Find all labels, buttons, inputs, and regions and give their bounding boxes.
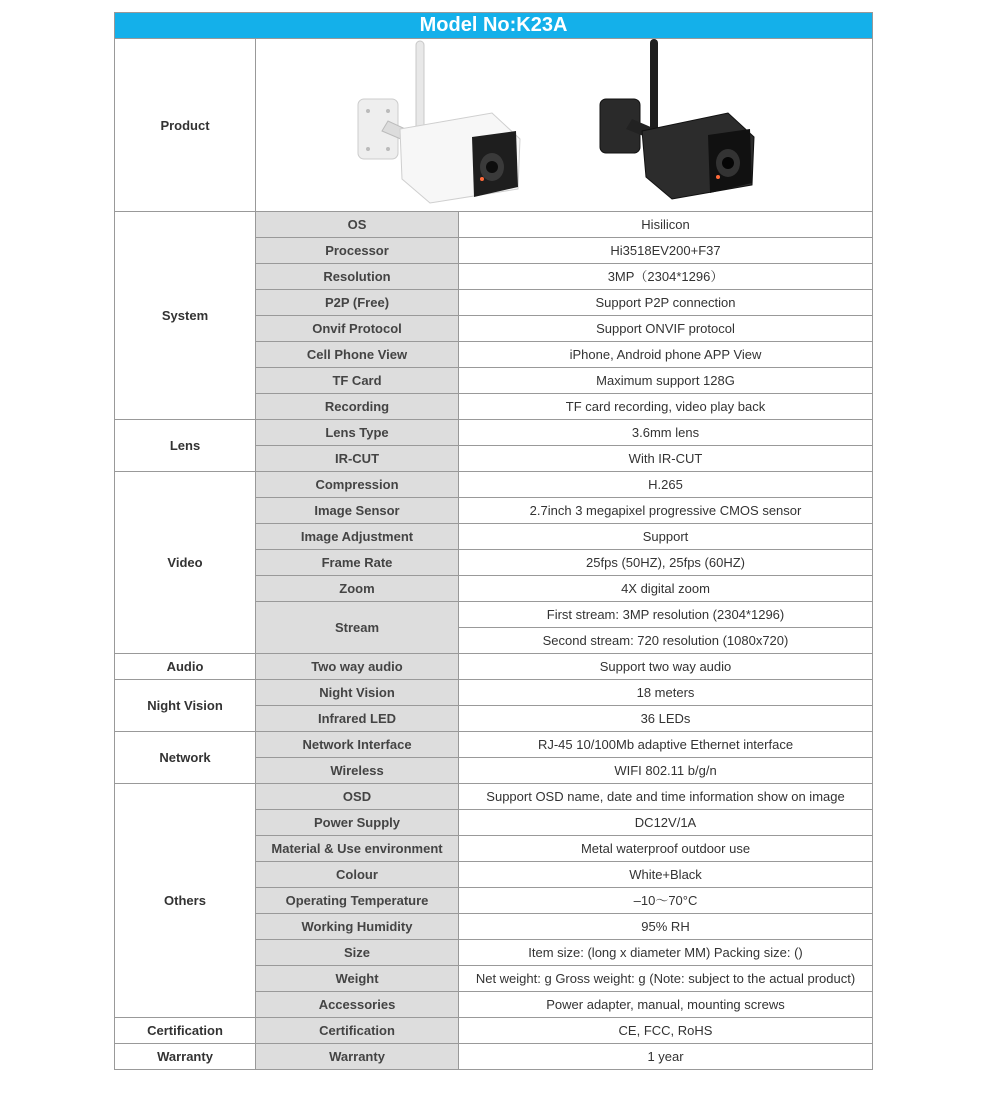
param-cell-phone-view: Cell Phone View [256, 342, 459, 368]
category-video: Video [115, 472, 256, 654]
param-working-humidity: Working Humidity [256, 914, 459, 940]
category-system: System [115, 212, 256, 420]
param-onvif-protocol: Onvif Protocol [256, 316, 459, 342]
param-image-sensor: Image Sensor [256, 498, 459, 524]
value-ir-cut: With IR-CUT [459, 446, 873, 472]
value-tf-card: Maximum support 128G [459, 368, 873, 394]
model-title: Model No:K23A [115, 13, 873, 39]
param-frame-rate: Frame Rate [256, 550, 459, 576]
spec-row-osd [115, 784, 873, 810]
title-row [115, 13, 873, 39]
value-night-vision: 18 meters [459, 680, 873, 706]
value-material-use-environment: Metal waterproof outdoor use [459, 836, 873, 862]
param-warranty: Warranty [256, 1044, 459, 1070]
param-osd: OSD [256, 784, 459, 810]
param-weight: Weight [256, 966, 459, 992]
param-accessories: Accessories [256, 992, 459, 1018]
spec-row-warranty [115, 1044, 873, 1070]
black-camera-image [592, 39, 772, 211]
value-certification: CE, FCC, RoHS [459, 1018, 873, 1044]
value-accessories: Power adapter, manual, mounting screws [459, 992, 873, 1018]
value-size: Item size: (long x diameter MM) Packing size: () [459, 940, 873, 966]
param-os: OS [256, 212, 459, 238]
param-compression: Compression [256, 472, 459, 498]
spec-row-night-vision [115, 680, 873, 706]
value-lens-type: 3.6mm lens [459, 420, 873, 446]
param-p2p-free: P2P (Free) [256, 290, 459, 316]
param-night-vision: Night Vision [256, 680, 459, 706]
param-infrared-led: Infrared LED [256, 706, 459, 732]
value-warranty: 1 year [459, 1044, 873, 1070]
param-two-way-audio: Two way audio [256, 654, 459, 680]
spec-row-compression [115, 472, 873, 498]
category-network: Network [115, 732, 256, 784]
value-infrared-led: 36 LEDs [459, 706, 873, 732]
param-resolution: Resolution [256, 264, 459, 290]
value-frame-rate: 25fps (50HZ), 25fps (60HZ) [459, 550, 873, 576]
value-resolution: 3MP（2304*1296） [459, 264, 873, 290]
spec-row-network-interface [115, 732, 873, 758]
spec-sheet [114, 12, 872, 1070]
param-material-use-environment: Material & Use environment [256, 836, 459, 862]
param-power-supply: Power Supply [256, 810, 459, 836]
param-wireless: Wireless [256, 758, 459, 784]
category-lens: Lens [115, 420, 256, 472]
param-certification: Certification [256, 1018, 459, 1044]
param-recording: Recording [256, 394, 459, 420]
white-camera-image [352, 39, 532, 211]
spec-row-certification [115, 1018, 873, 1044]
param-image-adjustment: Image Adjustment [256, 524, 459, 550]
param-tf-card: TF Card [256, 368, 459, 394]
param-colour: Colour [256, 862, 459, 888]
value-wireless: WIFI 802.11 b/g/n [459, 758, 873, 784]
spec-table [114, 12, 873, 1070]
category-audio: Audio [115, 654, 256, 680]
spec-row-two-way-audio [115, 654, 873, 680]
spec-row-os [115, 212, 873, 238]
category-certification: Certification [115, 1018, 256, 1044]
value-recording: TF card recording, video play back [459, 394, 873, 420]
category-warranty: Warranty [115, 1044, 256, 1070]
param-zoom: Zoom [256, 576, 459, 602]
param-size: Size [256, 940, 459, 966]
value-two-way-audio: Support two way audio [459, 654, 873, 680]
category-others: Others [115, 784, 256, 1018]
value-stream-2: Second stream: 720 resolution (1080x720) [459, 628, 873, 654]
category-night-vision: Night Vision [115, 680, 256, 732]
product-row [115, 39, 873, 212]
value-p2p-free: Support P2P connection [459, 290, 873, 316]
value-onvif-protocol: Support ONVIF protocol [459, 316, 873, 342]
param-network-interface: Network Interface [256, 732, 459, 758]
param-processor: Processor [256, 238, 459, 264]
value-working-humidity: 95% RH [459, 914, 873, 940]
product-label: Product [115, 39, 256, 212]
value-image-adjustment: Support [459, 524, 873, 550]
value-zoom: 4X digital zoom [459, 576, 873, 602]
param-stream: Stream [256, 602, 459, 654]
param-ir-cut: IR-CUT [256, 446, 459, 472]
value-os: Hisilicon [459, 212, 873, 238]
value-stream-1: First stream: 3MP resolution (2304*1296) [459, 602, 873, 628]
value-osd: Support OSD name, date and time information show on image [459, 784, 873, 810]
spec-row-lens-type [115, 420, 873, 446]
value-power-supply: DC12V/1A [459, 810, 873, 836]
value-weight: Net weight: g Gross weight: g (Note: subject to the actual product) [459, 966, 873, 992]
value-image-sensor: 2.7inch 3 megapixel progressive CMOS sensor [459, 498, 873, 524]
value-processor: Hi3518EV200+F37 [459, 238, 873, 264]
param-operating-temperature: Operating Temperature [256, 888, 459, 914]
value-compression: H.265 [459, 472, 873, 498]
value-network-interface: RJ-45 10/100Mb adaptive Ethernet interface [459, 732, 873, 758]
param-lens-type: Lens Type [256, 420, 459, 446]
product-image-cell [256, 39, 873, 212]
value-operating-temperature: –10～70°C [459, 888, 873, 914]
value-colour: White+Black [459, 862, 873, 888]
value-cell-phone-view: iPhone, Android phone APP View [459, 342, 873, 368]
